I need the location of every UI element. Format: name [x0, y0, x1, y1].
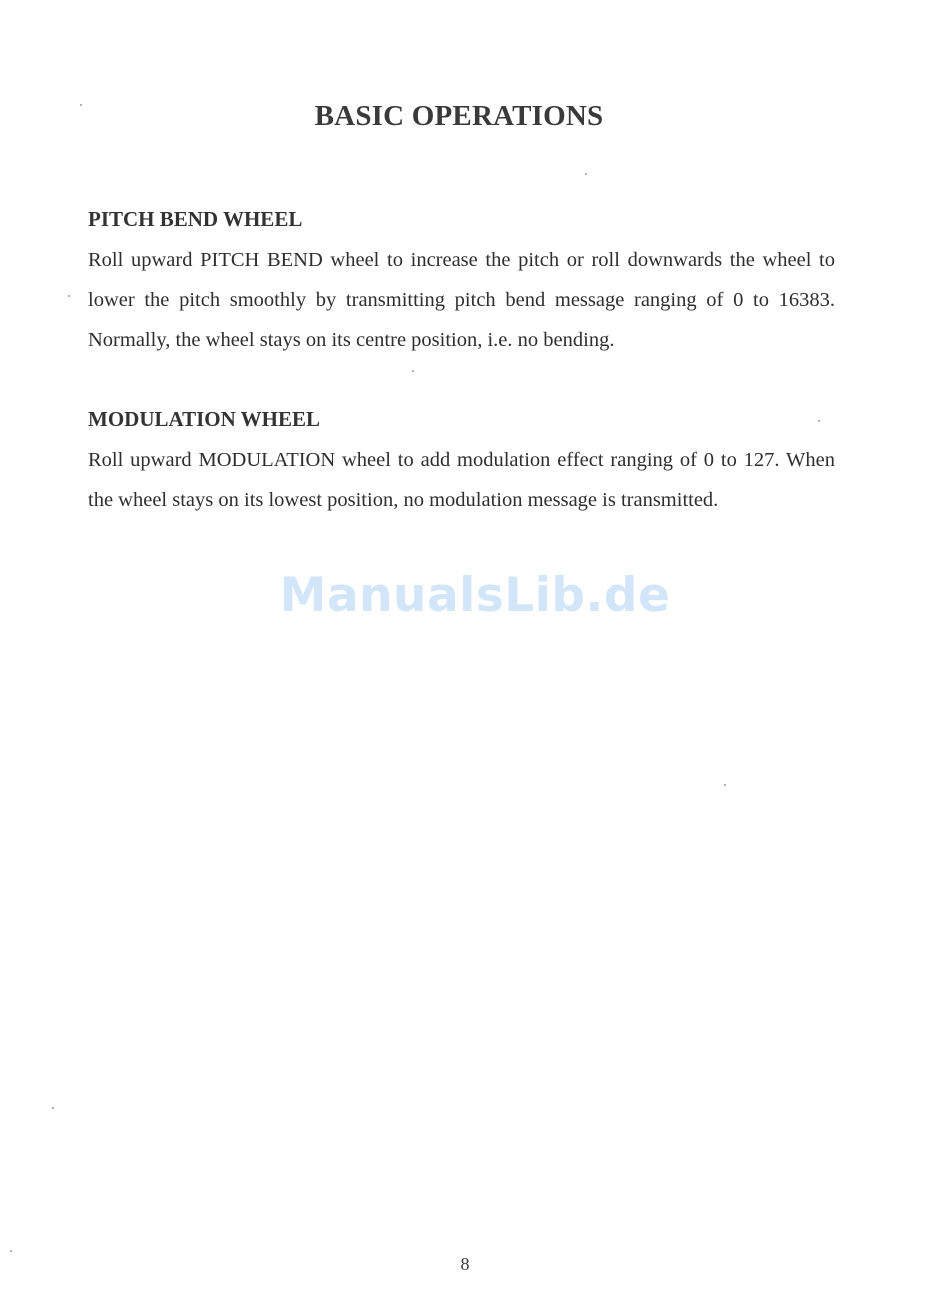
scan-speck	[10, 1250, 12, 1252]
pitch-bend-heading: PITCH BEND WHEEL	[88, 207, 303, 231]
page-title: BASIC OPERATIONS	[314, 100, 604, 132]
page-number: 8	[460, 1254, 470, 1274]
modulation-body: Roll upward MODULATION wheel to add modulation effect ranging of 0 to 127. When the wheel stays on its lowest position, no modulation message is transmitted.	[88, 449, 835, 511]
scan-speck	[80, 104, 82, 106]
scan-speck	[585, 173, 587, 175]
modulation-section	[88, 406, 835, 520]
pitch-bend-section	[88, 206, 835, 360]
scan-speck	[68, 295, 70, 297]
modulation-heading: MODULATION WHEEL	[88, 407, 321, 431]
pitch-bend-body: Roll upward PITCH BEND wheel to increase the pitch or roll downwards the wheel to lower the pitch smoothly by transmitting pitch bend message ranging of 0 to 16383. Normally, the wheel stays on its centre position, i.e. no bending.	[88, 249, 835, 351]
scan-speck	[818, 420, 820, 422]
scan-speck	[412, 370, 414, 372]
watermark-logo: ManualsLib.de	[279, 568, 671, 623]
scan-speck	[52, 1107, 54, 1109]
scan-speck	[724, 784, 726, 786]
